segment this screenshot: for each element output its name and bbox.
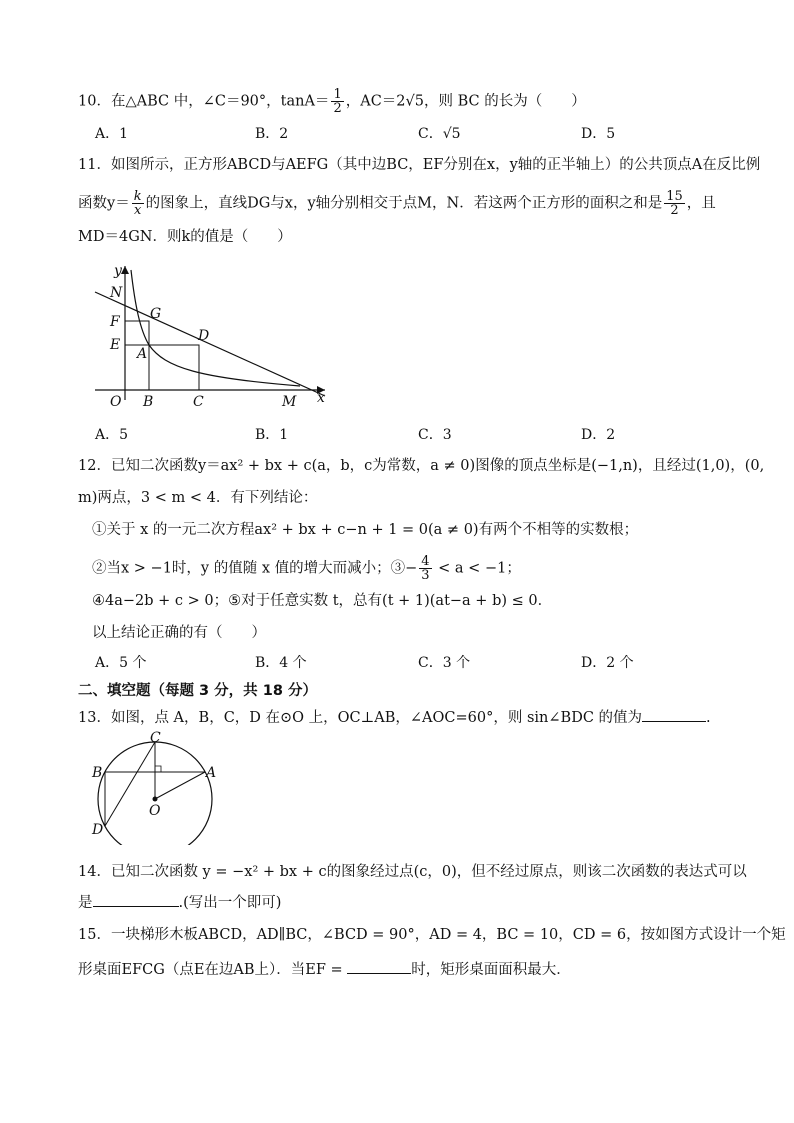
q10-option-b[interactable]: B．2	[255, 126, 289, 142]
q14-text-2b: .(写出一个即可)	[178, 895, 282, 911]
q14-number: 14．	[78, 864, 111, 880]
q12-c2-text: 当x > −1时，y 的值随 x 值的增大而减小；	[106, 560, 391, 577]
q12-c3-text: < a < −1；	[433, 560, 521, 577]
label-d: D	[92, 822, 104, 838]
square-aefg	[125, 321, 149, 345]
q12-c3-fraction	[419, 555, 431, 582]
q11-figure	[90, 260, 340, 410]
q10-frac-num: 1	[333, 87, 342, 102]
q11-text-2a: 函数y＝	[78, 195, 130, 212]
square-abcd-lower	[149, 345, 199, 390]
q14-text-1: 已知二次函数 y = −x² + bx + c的图象经过点(c，0)，但不经过原点，则该二次函数的表达式可以	[110, 864, 747, 880]
q13-stem	[78, 707, 711, 728]
label-o: O	[149, 803, 161, 819]
q13-figure	[88, 730, 228, 845]
q13-text: 如图，点 A，B，C，D 在⊙O 上，OC⊥AB，∠AOC=60°，则 sin∠BDC 的值为	[110, 710, 643, 726]
label-y: y	[114, 263, 122, 279]
q11-frac2-den: 2	[670, 203, 679, 218]
q11-option-b[interactable]: B．1	[255, 427, 289, 443]
q11-line2	[78, 190, 716, 217]
q11-frac2-num: 15	[666, 189, 683, 204]
q15-text-2a: 形桌面EFCG（点E在边AB上）．当EF =	[78, 962, 348, 978]
label-a: A	[137, 346, 148, 362]
label-n: N	[110, 285, 123, 301]
hyperbola-curve	[131, 270, 300, 386]
q10-option-a[interactable]: A．1	[95, 126, 129, 142]
label-o: O	[110, 394, 122, 410]
q12-mark-4: ④	[92, 593, 105, 609]
q10-frac-den: 2	[333, 101, 342, 116]
q15-line1	[78, 925, 786, 945]
q12-question: 以上结论正确的有（ ）	[92, 625, 266, 641]
q11-option-a[interactable]: A．5	[95, 427, 129, 443]
q12-option-c[interactable]: C．3 个	[418, 655, 471, 671]
q10-text-a: 在△ABC 中，∠C＝90°，tanA＝	[110, 93, 330, 110]
q11-line3: MD＝4GN．则k的值是（ ）	[78, 229, 292, 245]
q12-mark-1: ①	[92, 522, 107, 538]
q11-text-1: 如图所示，正方形ABCD与AEFG（其中边BC，EF分别在x，y轴的正半轴上）的公共顶点A在反比例	[110, 157, 761, 173]
label-d: D	[198, 328, 210, 344]
q12-line1	[78, 456, 764, 476]
y-axis-arrow	[121, 266, 129, 274]
q12-mark-3: ③	[390, 560, 406, 577]
q11-option-d[interactable]: D．2	[581, 427, 616, 443]
q10-number: 10．	[78, 93, 111, 110]
label-x: x	[317, 390, 325, 406]
q11-frac-num: k	[133, 189, 142, 204]
q13-answer-blank[interactable]	[642, 707, 706, 722]
q12-option-a[interactable]: A．5 个	[95, 655, 147, 671]
q12-c5-text: 对于任意实数 t，总有(t + 1)(at−a + b) ≤ 0．	[241, 593, 553, 609]
q11-fraction-k-x	[132, 190, 144, 217]
q12-conclusion-2-3	[92, 555, 521, 582]
q12-mark-5: ⑤	[228, 593, 242, 609]
label-b: B	[92, 765, 103, 781]
q12-mark-2: ②	[92, 560, 107, 577]
q11-frac-den: x	[133, 203, 142, 218]
q12-conclusion-4-5	[92, 591, 552, 611]
label-m: M	[282, 394, 297, 410]
q10-fraction	[331, 88, 343, 115]
q11-line1	[78, 155, 760, 175]
q11-text-2b: 的图象上，直线DG与x，y轴分别相交于点M，N．若这两个正方形的面积之和是	[145, 195, 663, 212]
q14-text-2a: 是	[78, 895, 93, 911]
q10-option-c[interactable]: C．√5	[418, 126, 461, 142]
q12-line2: m)两点，3 < m < 4．有下列结论：	[78, 490, 318, 506]
q10-stem	[78, 88, 586, 115]
segment-dc	[105, 742, 155, 826]
label-a: A	[206, 765, 217, 781]
section-2-title: 二、填空题（每题 3 分，共 18 分）	[78, 683, 317, 699]
right-angle-mark	[155, 766, 161, 772]
q15-number: 15．	[78, 927, 111, 943]
label-c: C	[150, 730, 161, 746]
label-f: F	[110, 314, 120, 330]
q14-answer-blank[interactable]	[93, 892, 179, 907]
q12-option-b[interactable]: B．4 个	[255, 655, 307, 671]
label-b: B	[143, 394, 154, 410]
q12-text-1: 已知二次函数y＝ax² + bx + c(a，b，c为常数，a ≠ 0)图像的顶点坐标是(−1,n)，且经过(1,0)，(0,	[110, 458, 765, 474]
q12-c4-text: 4a−2b + c > 0；	[105, 593, 229, 609]
q10-option-d[interactable]: D．5	[581, 126, 616, 142]
q12-number: 12．	[78, 458, 111, 474]
q13-end: .	[706, 710, 711, 726]
q11-number: 11．	[78, 157, 111, 173]
q11-fraction-15-2	[664, 190, 685, 217]
segment-oa	[155, 772, 205, 799]
q15-text-2b: 时，矩形桌面面积最大．	[411, 962, 571, 978]
label-e: E	[110, 337, 121, 353]
q12-conclusion-1	[92, 520, 638, 540]
q15-answer-blank[interactable]	[347, 959, 411, 974]
q14-line2	[78, 892, 281, 913]
q11-option-c[interactable]: C．3	[418, 427, 452, 443]
q12-option-d[interactable]: D．2 个	[581, 655, 634, 671]
q13-number: 13．	[78, 710, 111, 726]
q10-text-b: ，AC＝2√5，则 BC 的长为（ ）	[345, 93, 586, 110]
q12-c3-den: 3	[421, 568, 430, 583]
q12-c3-num: 4	[421, 554, 430, 569]
line-dg	[95, 292, 325, 396]
q12-c3-minus: −	[405, 560, 418, 577]
q15-text-1: 一块梯形木板ABCD，AD∥BC，∠BCD = 90°，AD = 4，BC = 10，CD = 6，按如图方式设计一个矩	[110, 927, 786, 943]
label-c: C	[193, 394, 204, 410]
q14-line1	[78, 862, 747, 882]
center-dot	[153, 797, 158, 802]
q12-c1-text: 关于 x 的一元二次方程ax² + bx + c−n + 1 = 0(a ≠ 0)有两个不相等的实数根；	[106, 522, 639, 538]
q11-text-2c: ，且	[686, 195, 716, 212]
label-g: G	[150, 306, 162, 322]
q15-line2	[78, 959, 571, 980]
